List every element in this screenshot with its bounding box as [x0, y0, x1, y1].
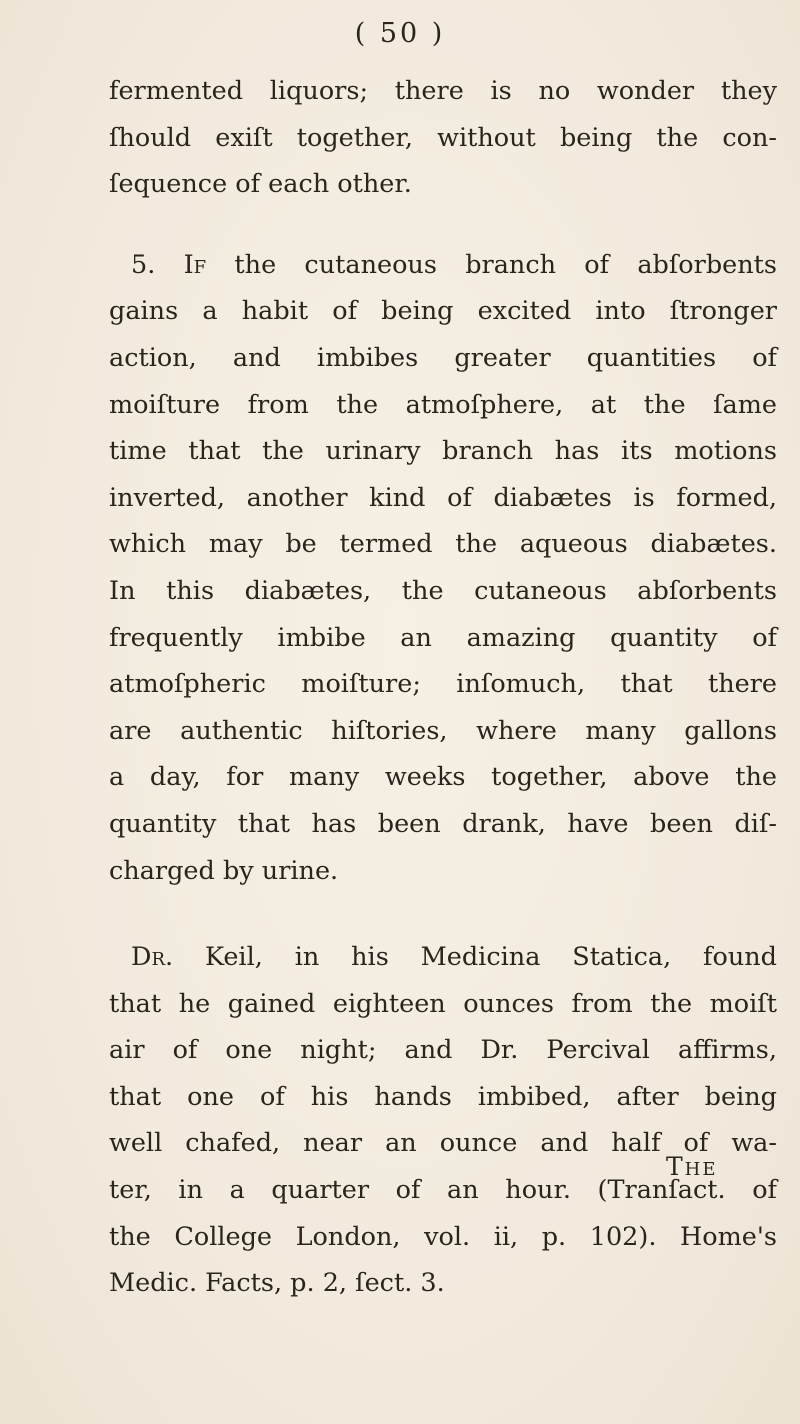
text-line: charged by urine.	[109, 855, 339, 886]
text-line: atmoſpheric moiſture; inſomuch, that there	[109, 669, 777, 700]
text-line: Medic. Facts, p. 2, ſect. 3.	[109, 1268, 445, 1299]
text-line: gains a habit of being excited into ſtronger	[109, 296, 777, 327]
text-line: ter, in a quarter of an hour. (Tranſact. of	[109, 1175, 777, 1206]
page-number: ( 50 )	[354, 18, 446, 49]
paragraph-gap	[109, 894, 777, 934]
text-line: which may be termed the aqueous diabætes.	[109, 529, 777, 560]
text-line: well chafed, near an ounce and half of wa-	[109, 1128, 777, 1159]
text-line: inverted, another kind of diabætes is formed,	[109, 482, 777, 513]
paragraph-lead: Dr.	[131, 942, 174, 973]
paragraph-3	[109, 934, 777, 1307]
text-line: ſequence of each other.	[109, 169, 412, 200]
text-line: air of one night; and Dr. Percival affirms,	[109, 1035, 777, 1066]
text-line	[109, 242, 777, 289]
text-line: the College London, vol. ii, p. 102). Home's	[109, 1221, 777, 1252]
text-line: moiſture from the atmoſphere, at the ſame	[109, 389, 777, 420]
text-line-rest: the cutaneous branch of abſorbents	[206, 249, 778, 280]
text-line: time that the urinary branch has its motions	[109, 436, 777, 467]
text-line: are authentic hiſtories, where many gallons	[109, 715, 777, 746]
text-line	[109, 934, 777, 981]
text-line: fermented liquors; there is no wonder they	[109, 76, 777, 106]
text-line-rest: Keil, in his Medicina Statica, found	[173, 942, 777, 973]
paragraph-2	[109, 242, 777, 894]
text-line: that he gained eighteen ounces from the moiſt	[109, 988, 777, 1019]
paragraph-1	[109, 68, 777, 208]
paragraph-lead: 5. If	[131, 249, 207, 280]
text-line: quantity that has been drank, have been diſ-	[109, 808, 777, 839]
text-line: frequently imbibe an amazing quantity of	[109, 622, 777, 653]
body-text	[109, 68, 777, 1307]
text-line: that one of his hands imbibed, after being	[109, 1081, 777, 1112]
text-line: ſhould exiſt together, without being the con-	[109, 122, 777, 153]
text-line: a day, for many weeks together, above the	[109, 762, 777, 793]
text-line: action, and imbibes greater quantities of	[109, 342, 777, 373]
paragraph-gap	[109, 208, 777, 242]
text-line: In this diabætes, the cutaneous abſorbents	[109, 575, 777, 606]
catchword: The	[666, 1152, 718, 1181]
